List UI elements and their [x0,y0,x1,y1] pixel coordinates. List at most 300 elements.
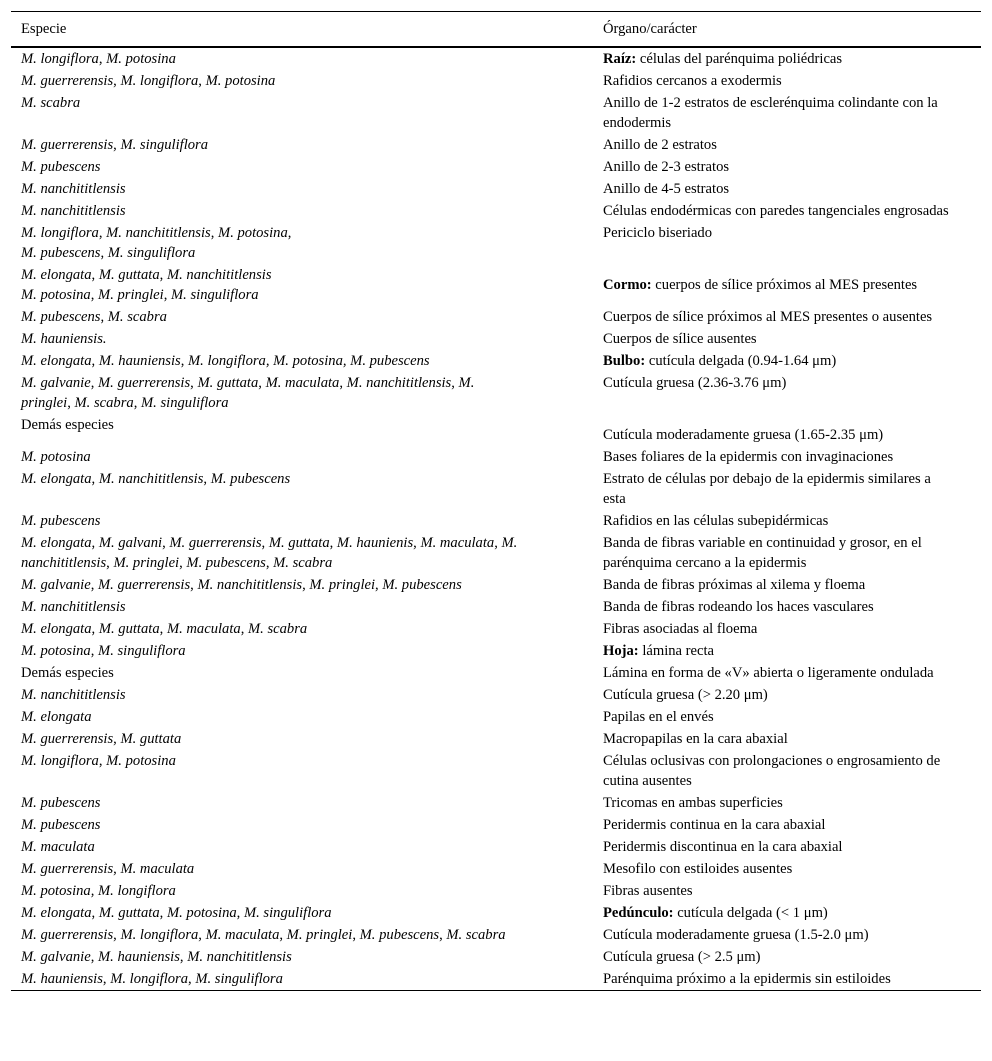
species-separator: , [98,225,107,241]
character-text: Banda de fibras rodeando los haces vasculares [603,599,874,615]
character-text: Cutícula moderadamente gruesa (1.5-2.0 μm) [603,927,869,943]
species-separator: , [494,535,502,551]
character-cell [593,728,981,750]
species-separator: , [287,225,292,241]
species-name: M. nanchititlensis [187,949,292,965]
species-name: M. nanchititlensis [21,181,126,197]
species-cell [11,946,593,968]
species-name: M. elongata [21,353,92,369]
species-name: M. longiflora [120,73,199,89]
character-cell [593,414,981,446]
character-text: lámina recta [638,643,715,659]
species-name: M. hauniensis [21,971,103,987]
species-name: M. guerrerensis [98,375,191,391]
character-cell [593,792,981,814]
species-name: M. [501,535,518,551]
character-text: Cuerpos de sílice próximos al MES presentes o ausentes [603,309,933,325]
table-row [11,968,981,991]
species-name: M. guerrerensis [169,535,262,551]
species-name: M. longiflora [21,225,99,241]
character-cell [593,640,981,662]
species-name: M. guttata [120,731,182,747]
character-cell [593,134,981,156]
species-separator: , [261,535,269,551]
character-cell [593,200,981,222]
character-text: Fibras ausentes [603,883,693,899]
species-separator: , [90,287,99,303]
character-cell [593,902,981,924]
species-name: M. elongata [21,905,92,921]
species-name: M. pubescens [186,555,266,571]
species-separator: , [91,905,99,921]
character-text: Bases foliares de la epidermis con invaginaciones [603,449,894,465]
character-text: cutícula delgada (0.94-1.64 μm) [645,353,837,369]
species-name: M. maculata [21,839,95,855]
species-separator: , [203,471,211,487]
species-cell [11,662,593,684]
character-text: Cutícula gruesa (2.36-3.76 μm) [603,375,787,391]
character-cell [593,880,981,902]
species-separator: , [180,353,189,369]
species-separator: , [190,577,198,593]
species-name: M. guerrerensis [98,577,191,593]
species-cell [11,728,593,750]
character-text: Lámina en forma de «V» abierta o ligeramente ondulada [603,665,934,681]
character-cell [593,510,981,532]
character-text: Anillo de 2-3 estratos [603,159,730,175]
table-row [11,792,981,814]
species-name: M. singuliflora [98,643,186,659]
character-cell [593,328,981,350]
species-name: M. longiflora, M. potosina, M. pubescens [188,353,430,369]
species-separator: , [102,971,111,987]
species-separator: , [329,535,337,551]
species-name: M. scabra [74,395,134,411]
species-name: M. nanchititlensis [98,471,204,487]
species-name: M. nanchititlensis [21,203,126,219]
character-cell [593,924,981,946]
species-cell [11,532,593,574]
species-text: Demás especies [21,417,114,433]
species-separator: , [98,753,107,769]
species-name: pringlei [21,395,68,411]
species-separator: , [98,51,107,67]
species-separator: , [188,971,196,987]
species-name: M. potosina [205,73,276,89]
character-cell [593,706,981,728]
species-separator: , [106,555,114,571]
species-name: M. potosina [106,51,176,67]
table-row [11,880,981,902]
species-cell [11,968,593,991]
species-name: M. pubescens [21,513,101,529]
character-cell [593,618,981,640]
table-row [11,372,981,414]
species-cell [11,178,593,200]
species-name: M. scabra [248,621,308,637]
species-separator: , [113,861,121,877]
table-row [11,414,981,446]
table-body [11,47,981,991]
species-name: M. potosina [166,905,237,921]
table-row [11,750,981,792]
species-separator: , [375,577,383,593]
species-separator: , [133,395,141,411]
species-name: M. pubescens [210,471,291,487]
species-name: M. guttata [98,905,160,921]
species-cell [11,618,593,640]
species-name: M. guttata [197,375,259,391]
species-cell [11,156,593,178]
species-cell [11,306,593,328]
table-row [11,47,981,70]
character-cell [593,750,981,792]
species-name: M. pubescens [21,245,101,261]
species-name: M. potosina [21,449,91,465]
table-row [11,596,981,618]
character-cell [593,468,981,510]
species-separator: , [210,225,219,241]
species-name: M. scabra [21,95,81,111]
character-cell [593,306,981,328]
species-separator: , [279,927,287,943]
species-cell [11,640,593,662]
character-text: Estrato de células por debajo de la epidermis similares a esta [603,471,931,507]
species-cell [11,264,593,306]
species-cell [11,134,593,156]
character-cell [593,858,981,880]
table-row [11,178,981,200]
table-row [11,684,981,706]
table-row [11,924,981,946]
organ-label: Bulbo: [603,353,646,369]
species-separator: , [67,395,75,411]
table-row [11,532,981,574]
species-name: M. pubescens [21,159,101,175]
species-name: M. hauniensis [98,353,181,369]
species-cell [11,92,593,134]
table-header-row [11,12,981,48]
species-name: M. longiflora [21,753,99,769]
species-name: M. guerrerensis [21,137,114,153]
species-name: M. galvanie [21,577,91,593]
species-name: M. [458,375,475,391]
species-name: M. galvani [98,535,163,551]
character-text: Parénquima próximo a la epidermis sin estiloides [603,971,891,987]
character-text: Células endodérmicas con paredes tangenciales engrosadas [603,203,949,219]
species-separator: , [100,309,108,325]
species-character-table [11,11,981,991]
character-text: Peridermis discontinua en la cara abaxial [603,839,843,855]
species-name: M. singuliflora [107,245,196,261]
character-text: Rafidios cercanos a exodermis [603,73,782,89]
species-separator: , [190,375,198,391]
table-row [11,640,981,662]
table-row [11,706,981,728]
species-cell [11,814,593,836]
species-name: M. longiflora [21,51,99,67]
character-text: células del parénquima poliédricas [636,51,843,67]
species-separator: , [302,577,310,593]
character-cell [593,47,981,70]
table-row [11,328,981,350]
species-separator: , [339,375,347,391]
species-name: M. nanchititlensis [106,225,211,241]
species-cell [11,880,593,902]
species-name: nanchititlensis [21,555,107,571]
species-separator: , [198,73,206,89]
species-name: M. hauniensis. [21,331,107,347]
species-name: M. scabra [107,309,167,325]
species-cell [11,414,593,446]
species-name: M. guerrerensis [21,861,114,877]
species-cell [11,684,593,706]
species-name: M. pringlei [113,555,180,571]
character-cell [593,178,981,200]
species-name: M. longiflora [120,927,199,943]
species-cell [11,350,593,372]
table-row [11,92,981,134]
species-separator: , [113,731,121,747]
species-name: M. pubescens [21,309,101,325]
character-text: Mesofilo con estiloides ausentes [603,861,793,877]
species-name: M. maculata [420,535,495,551]
character-cell [593,946,981,968]
character-cell [593,156,981,178]
organ-label: Raíz: [603,51,637,67]
character-text: Anillo de 2 estratos [603,137,717,153]
species-name: M. singuliflora [195,971,283,987]
species-name: M. nanchititlensis [346,375,452,391]
species-cell [11,706,593,728]
species-name: M. maculata [265,375,340,391]
species-separator: , [91,621,99,637]
character-text: Células oclusivas con prolongaciones o engrosamiento de cutina ausentes [603,753,941,789]
species-separator: , [198,927,206,943]
table-row [11,836,981,858]
species-name: M. guttata [268,535,330,551]
character-text: Anillo de 1-2 estratos de esclerénquima colindante con la endodermis [603,95,938,131]
table-row [11,902,981,924]
species-cell [11,858,593,880]
table-row [11,728,981,750]
character-text: Fibras asociadas al floema [603,621,758,637]
species-name: M. pringlei [309,577,376,593]
character-text: Banda de fibras variable en continuidad y grosor, en el parénquima cercano a la epidermis [603,535,922,571]
character-cell [593,446,981,468]
species-name: M. elongata [21,535,92,551]
species-name: M. elongata [21,471,92,487]
table-row [11,264,981,306]
species-cell [11,468,593,510]
table-row [11,306,981,328]
species-cell [11,596,593,618]
species-name: M. pubescens [21,795,101,811]
species-name: M. potosina [106,753,176,769]
species-cell [11,446,593,468]
species-separator: , [451,375,459,391]
species-name: M. singuliflora [243,905,332,921]
species-name: M. elongata [21,621,92,637]
species-cell [11,328,593,350]
species-cell [11,924,593,946]
character-text: Peridermis continua en la cara abaxial [603,817,826,833]
species-cell [11,70,593,92]
character-text: Rafidios en las células subepidérmicas [603,513,829,529]
character-text: Cutícula gruesa (> 2.20 μm) [603,687,768,703]
species-name: M. singuliflora [141,395,229,411]
character-cell [593,684,981,706]
species-name: M. maculata [205,927,280,943]
species-cell [11,222,593,264]
species-name: M. elongata [21,709,92,725]
species-separator: , [91,471,99,487]
species-separator: , [179,555,187,571]
table-row [11,446,981,468]
species-separator: , [91,535,99,551]
character-cell [593,70,981,92]
species-separator: , [240,621,249,637]
character-cell [593,222,981,264]
species-name: M. hauniensis [98,949,180,965]
table-row [11,200,981,222]
species-separator: , [91,267,99,283]
species-cell [11,47,593,70]
species-separator: , [162,535,170,551]
species-separator: , [236,905,244,921]
table-row [11,662,981,684]
species-name: M. maculata [120,861,195,877]
character-cell [593,596,981,618]
character-text: Anillo de 4-5 estratos [603,181,730,197]
species-name: M. pringlei [286,927,353,943]
character-cell [593,574,981,596]
character-text: Tricomas en ambas superficies [603,795,783,811]
species-name: M. potosina [21,287,91,303]
table-row [11,156,981,178]
table-row [11,222,981,264]
species-name: M. guerrerensis [21,73,114,89]
character-cell [593,264,981,306]
species-separator: , [90,643,99,659]
species-name: M. potosina [218,225,288,241]
species-name: M. nanchititlensis [197,577,303,593]
species-separator: , [159,267,167,283]
species-name: M. galvanie [21,375,91,391]
character-text: Cuerpos de sílice ausentes [603,331,757,347]
species-name: M. singuliflora [120,137,209,153]
species-name: M. pubescens [359,927,440,943]
species-separator: , [179,949,188,965]
species-separator: , [352,927,360,943]
species-separator: , [265,555,274,571]
table-row [11,70,981,92]
character-cell [593,814,981,836]
table-row [11,468,981,510]
character-cell [593,92,981,134]
organ-label: Hoja: [603,643,639,659]
species-name: M. guerrerensis [21,927,114,943]
species-separator: , [258,375,266,391]
character-text: Cutícula moderadamente gruesa (1.65-2.35 μm) [603,427,884,443]
species-name: M. guttata [98,267,160,283]
table-row [11,618,981,640]
species-name: M. nanchititlensis [166,267,272,283]
character-cell [593,968,981,991]
character-text: Cutícula gruesa (> 2.5 μm) [603,949,761,965]
species-separator: , [159,905,167,921]
species-separator: , [90,375,99,391]
organ-label: Pedúnculo: [603,905,674,921]
species-name: M. singuliflora [171,287,259,303]
species-separator: , [100,245,108,261]
species-name: M. nanchititlensis [21,687,126,703]
species-name: M. longiflora [110,971,189,987]
header-organo-caracter: Órgano/carácter [593,12,981,48]
species-cell [11,902,593,924]
character-text: cuerpos de sílice próximos al MES presentes [651,277,918,293]
species-separator: , [439,927,447,943]
species-cell [11,836,593,858]
species-name: M. pubescens [21,817,101,833]
species-separator: , [113,73,121,89]
species-cell [11,792,593,814]
table-row [11,858,981,880]
table-row [11,814,981,836]
species-name: M. potosina, M. longiflora [21,883,176,899]
species-name: M. galvanie [21,949,91,965]
species-name: M. haunienis [336,535,414,551]
species-character-table-container [11,11,981,991]
species-separator: , [413,535,421,551]
species-cell [11,750,593,792]
header-especie: Especie [11,12,593,48]
character-cell [593,350,981,372]
character-text: cutícula delgada (< 1 μm) [673,905,828,921]
species-name: M. potosina [21,643,91,659]
character-text: Banda de fibras próximas al xilema y floema [603,577,866,593]
species-name: M. pubescens [382,577,462,593]
species-separator: , [91,353,99,369]
species-cell [11,372,593,414]
species-text: Demás especies [21,665,114,681]
character-text: Papilas en el envés [603,709,714,725]
species-name: M. guerrerensis [21,731,114,747]
species-name: M. maculata [166,621,241,637]
table-row [11,574,981,596]
species-name: M. scabra [446,927,506,943]
species-separator: , [163,287,171,303]
table-row [11,946,981,968]
species-separator: , [159,621,167,637]
table-row [11,134,981,156]
character-text: Macropapilas en la cara abaxial [603,731,788,747]
species-cell [11,574,593,596]
character-cell [593,662,981,684]
species-cell [11,510,593,532]
species-name: M. pringlei [98,287,164,303]
character-cell [593,532,981,574]
species-name: M. scabra [273,555,333,571]
species-separator: , [90,577,99,593]
character-text: Periciclo biseriado [603,225,713,241]
species-separator: , [90,949,99,965]
species-separator: , [113,927,121,943]
table-row [11,350,981,372]
species-name: M. guttata [98,621,160,637]
species-name: M. elongata [21,267,92,283]
species-cell [11,200,593,222]
